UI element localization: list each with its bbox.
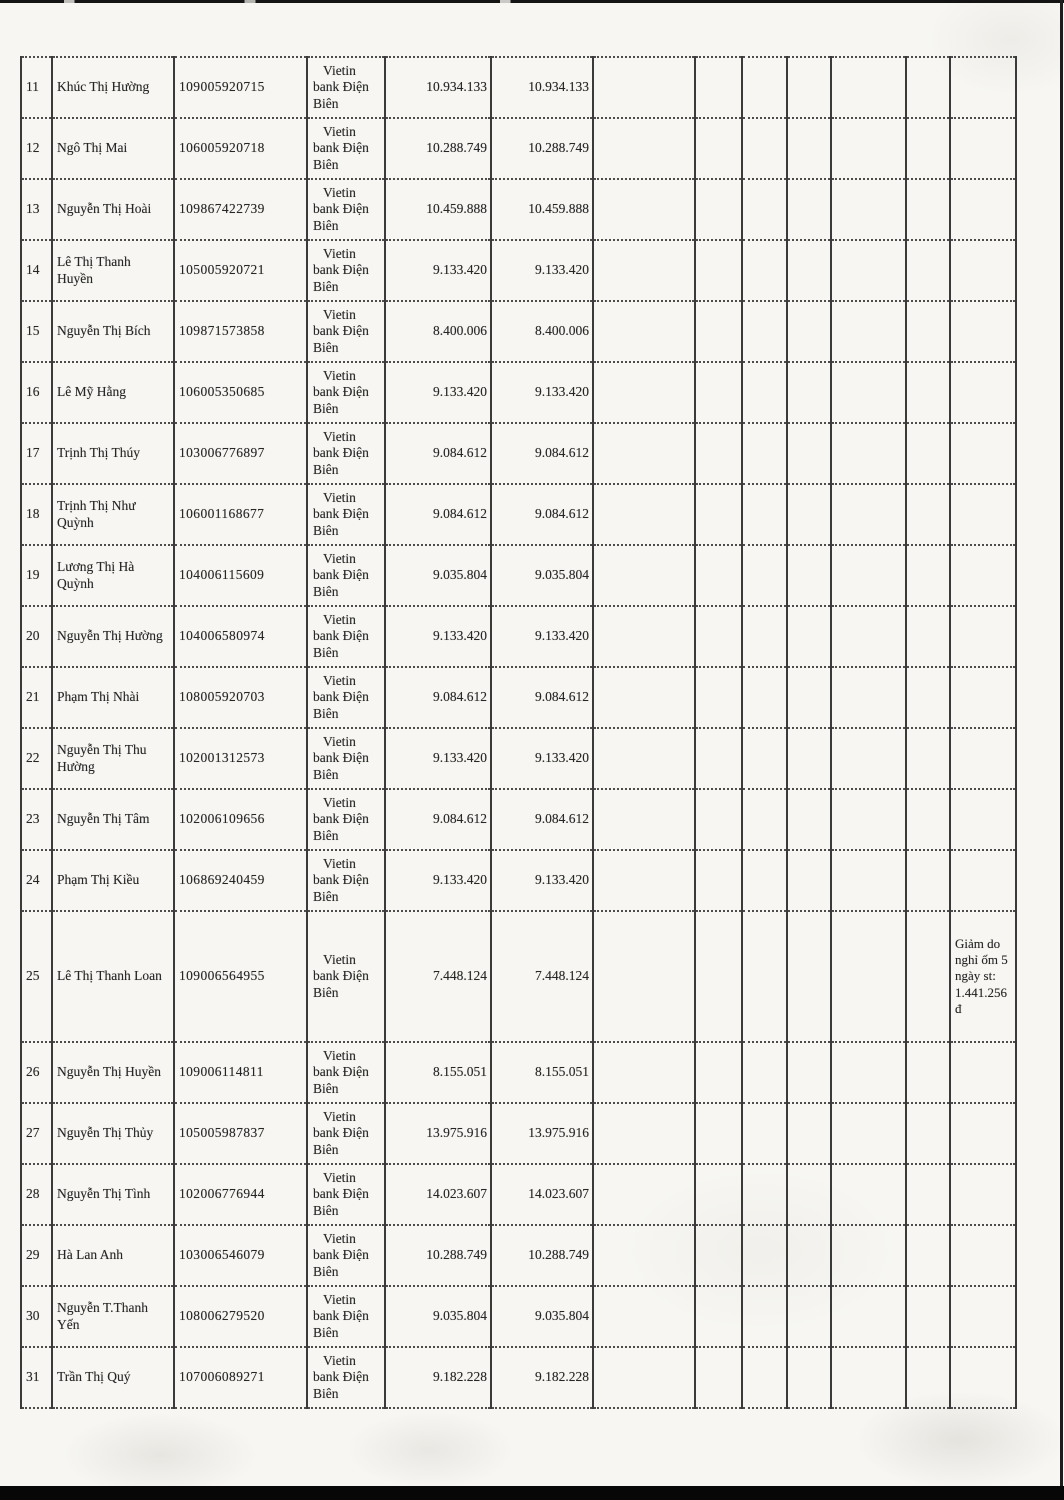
- cell-account-number: 106005350685: [174, 362, 307, 423]
- cell-empty-6: [906, 423, 950, 484]
- cell-amount-2: 9.084.612: [491, 423, 593, 484]
- cell-amount-2: 10.459.888: [491, 179, 593, 240]
- cell-note: [950, 1225, 1016, 1286]
- cell-amount-1: 9.084.612: [385, 484, 491, 545]
- table-row: [21, 1347, 1016, 1408]
- cell-empty-6: [906, 911, 950, 1042]
- cell-employee-name: Khúc Thị Hường: [52, 57, 174, 118]
- cell-amount-1: 9.182.228: [385, 1347, 491, 1408]
- cell-employee-name: Nguyễn Thị Bích: [52, 301, 174, 362]
- cell-amount-2: 10.288.749: [491, 118, 593, 179]
- cell-account-number: 109006114811: [174, 1042, 307, 1103]
- cell-bank-name: Vietin bank Điện Biên: [307, 1225, 385, 1286]
- cell-amount-2: 10.288.749: [491, 1225, 593, 1286]
- cell-empty-5: [831, 850, 906, 911]
- cell-empty-1: [593, 1042, 695, 1103]
- cell-employee-name: Lê Thị Thanh Huyền: [52, 240, 174, 301]
- cell-empty-5: [831, 728, 906, 789]
- cell-empty-5: [831, 301, 906, 362]
- cell-empty-6: [906, 179, 950, 240]
- cell-account-number: 103006546079: [174, 1225, 307, 1286]
- cell-empty-4: [787, 179, 831, 240]
- cell-empty-1: [593, 1286, 695, 1347]
- cell-amount-2: 9.084.612: [491, 667, 593, 728]
- table-row: [21, 1286, 1016, 1347]
- cell-empty-6: [906, 1225, 950, 1286]
- cell-amount-2: 9.133.420: [491, 362, 593, 423]
- cell-empty-4: [787, 1286, 831, 1347]
- cell-bank-name: Vietin bank Điện Biên: [307, 1042, 385, 1103]
- cell-amount-2: 9.035.804: [491, 1286, 593, 1347]
- cell-account-number: 108006279520: [174, 1286, 307, 1347]
- cell-empty-1: [593, 667, 695, 728]
- cell-account-number: 102006109656: [174, 789, 307, 850]
- cell-account-number: 109871573858: [174, 301, 307, 362]
- cell-account-number: 105005920721: [174, 240, 307, 301]
- cell-bank-name: Vietin bank Điện Biên: [307, 484, 385, 545]
- cell-empty-3: [742, 240, 787, 301]
- cell-empty-4: [787, 911, 831, 1042]
- cell-empty-4: [787, 667, 831, 728]
- cell-amount-1: 9.035.804: [385, 1286, 491, 1347]
- cell-bank-name: Vietin bank Điện Biên: [307, 667, 385, 728]
- cell-amount-1: 10.459.888: [385, 179, 491, 240]
- cell-note: [950, 362, 1016, 423]
- cell-empty-5: [831, 240, 906, 301]
- cell-row-number: 13: [21, 179, 52, 240]
- table-row: [21, 240, 1016, 301]
- cell-row-number: 15: [21, 301, 52, 362]
- cell-employee-name: Nguyễn Thị Hoài: [52, 179, 174, 240]
- cell-row-number: 19: [21, 545, 52, 606]
- cell-empty-4: [787, 545, 831, 606]
- cell-empty-5: [831, 789, 906, 850]
- cell-empty-1: [593, 789, 695, 850]
- cell-amount-1: 9.084.612: [385, 789, 491, 850]
- cell-row-number: 26: [21, 1042, 52, 1103]
- cell-empty-2: [695, 667, 742, 728]
- table-row: [21, 179, 1016, 240]
- table-row: [21, 850, 1016, 911]
- cell-empty-6: [906, 728, 950, 789]
- cell-empty-6: [906, 362, 950, 423]
- cell-empty-5: [831, 606, 906, 667]
- cell-amount-2: 7.448.124: [491, 911, 593, 1042]
- cell-empty-4: [787, 606, 831, 667]
- cell-note: [950, 850, 1016, 911]
- cell-empty-2: [695, 1103, 742, 1164]
- cell-empty-1: [593, 179, 695, 240]
- cell-amount-1: 10.934.133: [385, 57, 491, 118]
- cell-note: [950, 1042, 1016, 1103]
- cell-note: [950, 667, 1016, 728]
- cell-empty-5: [831, 484, 906, 545]
- cell-amount-2: 8.155.051: [491, 1042, 593, 1103]
- payroll-table: [20, 56, 1017, 1409]
- cell-bank-name: Vietin bank Điện Biên: [307, 850, 385, 911]
- cell-employee-name: Phạm Thị Nhài: [52, 667, 174, 728]
- table-row: [21, 1042, 1016, 1103]
- cell-empty-5: [831, 1286, 906, 1347]
- table-row: [21, 1164, 1016, 1225]
- cell-bank-name: Vietin bank Điện Biên: [307, 423, 385, 484]
- cell-empty-5: [831, 545, 906, 606]
- cell-empty-1: [593, 57, 695, 118]
- table-row: [21, 1103, 1016, 1164]
- cell-employee-name: Trịnh Thị Như Quỳnh: [52, 484, 174, 545]
- cell-empty-5: [831, 911, 906, 1042]
- cell-empty-5: [831, 118, 906, 179]
- cell-bank-name: Vietin bank Điện Biên: [307, 301, 385, 362]
- scan-bottom-bar: [0, 1486, 1064, 1500]
- cell-employee-name: Trần Thị Quý: [52, 1347, 174, 1408]
- cell-empty-4: [787, 789, 831, 850]
- cell-empty-1: [593, 1225, 695, 1286]
- cell-empty-1: [593, 1164, 695, 1225]
- cell-note: Giảm do nghỉ ốm 5 ngày st: 1.441.256đ: [950, 911, 1016, 1042]
- cell-account-number: 109006564955: [174, 911, 307, 1042]
- cell-account-number: 102006776944: [174, 1164, 307, 1225]
- cell-account-number: 109005920715: [174, 57, 307, 118]
- cell-empty-3: [742, 1103, 787, 1164]
- cell-empty-4: [787, 484, 831, 545]
- cell-employee-name: Lê Mỹ Hằng: [52, 362, 174, 423]
- cell-note: [950, 545, 1016, 606]
- cell-empty-4: [787, 118, 831, 179]
- cell-empty-6: [906, 301, 950, 362]
- cell-employee-name: Lương Thị Hà Quỳnh: [52, 545, 174, 606]
- cell-bank-name: Vietin bank Điện Biên: [307, 1286, 385, 1347]
- cell-empty-3: [742, 1286, 787, 1347]
- cell-empty-2: [695, 1225, 742, 1286]
- cell-empty-3: [742, 57, 787, 118]
- cell-amount-1: 7.448.124: [385, 911, 491, 1042]
- cell-amount-1: 9.133.420: [385, 606, 491, 667]
- cell-empty-4: [787, 362, 831, 423]
- cell-row-number: 16: [21, 362, 52, 423]
- cell-row-number: 30: [21, 1286, 52, 1347]
- cell-account-number: 104006580974: [174, 606, 307, 667]
- cell-amount-1: 14.023.607: [385, 1164, 491, 1225]
- table-row: [21, 57, 1016, 118]
- cell-account-number: 107006089271: [174, 1347, 307, 1408]
- cell-empty-6: [906, 57, 950, 118]
- cell-empty-1: [593, 240, 695, 301]
- table-row: [21, 362, 1016, 423]
- cell-empty-4: [787, 240, 831, 301]
- cell-note: [950, 57, 1016, 118]
- cell-amount-2: 9.035.804: [491, 545, 593, 606]
- cell-amount-1: 9.133.420: [385, 728, 491, 789]
- cell-account-number: 109867422739: [174, 179, 307, 240]
- cell-empty-1: [593, 545, 695, 606]
- cell-row-number: 12: [21, 118, 52, 179]
- cell-amount-2: 13.975.916: [491, 1103, 593, 1164]
- cell-empty-2: [695, 362, 742, 423]
- cell-amount-1: 8.400.006: [385, 301, 491, 362]
- cell-empty-6: [906, 1164, 950, 1225]
- cell-empty-2: [695, 240, 742, 301]
- scan-top-edge: [0, 0, 1064, 3]
- cell-empty-4: [787, 301, 831, 362]
- cell-empty-4: [787, 1164, 831, 1225]
- scan-right-edge: [1060, 0, 1063, 1500]
- table-row: [21, 484, 1016, 545]
- cell-empty-1: [593, 362, 695, 423]
- cell-bank-name: Vietin bank Điện Biên: [307, 1164, 385, 1225]
- cell-employee-name: Lê Thị Thanh Loan: [52, 911, 174, 1042]
- cell-row-number: 28: [21, 1164, 52, 1225]
- cell-empty-4: [787, 728, 831, 789]
- cell-empty-3: [742, 728, 787, 789]
- cell-bank-name: Vietin bank Điện Biên: [307, 179, 385, 240]
- cell-account-number: 102001312573: [174, 728, 307, 789]
- cell-empty-1: [593, 301, 695, 362]
- cell-employee-name: Ngô Thị Mai: [52, 118, 174, 179]
- cell-amount-2: 9.133.420: [491, 850, 593, 911]
- cell-amount-1: 9.084.612: [385, 423, 491, 484]
- cell-empty-3: [742, 179, 787, 240]
- cell-row-number: 27: [21, 1103, 52, 1164]
- cell-bank-name: Vietin bank Điện Biên: [307, 728, 385, 789]
- cell-row-number: 23: [21, 789, 52, 850]
- cell-empty-3: [742, 606, 787, 667]
- cell-employee-name: Nguyễn Thị Thủy: [52, 1103, 174, 1164]
- cell-row-number: 11: [21, 57, 52, 118]
- cell-empty-2: [695, 179, 742, 240]
- cell-bank-name: Vietin bank Điện Biên: [307, 118, 385, 179]
- cell-amount-1: 10.288.749: [385, 1225, 491, 1286]
- cell-empty-3: [742, 118, 787, 179]
- cell-amount-2: 9.133.420: [491, 728, 593, 789]
- cell-bank-name: Vietin bank Điện Biên: [307, 545, 385, 606]
- cell-note: [950, 423, 1016, 484]
- table-row: [21, 911, 1016, 1042]
- cell-empty-4: [787, 57, 831, 118]
- cell-row-number: 25: [21, 911, 52, 1042]
- cell-empty-2: [695, 1347, 742, 1408]
- cell-empty-5: [831, 57, 906, 118]
- cell-note: [950, 606, 1016, 667]
- cell-bank-name: Vietin bank Điện Biên: [307, 606, 385, 667]
- cell-row-number: 31: [21, 1347, 52, 1408]
- table-row: [21, 301, 1016, 362]
- cell-account-number: 105005987837: [174, 1103, 307, 1164]
- cell-row-number: 22: [21, 728, 52, 789]
- cell-amount-2: 9.133.420: [491, 606, 593, 667]
- cell-empty-6: [906, 118, 950, 179]
- cell-amount-1: 9.133.420: [385, 850, 491, 911]
- cell-bank-name: Vietin bank Điện Biên: [307, 57, 385, 118]
- cell-employee-name: Phạm Thị Kiều: [52, 850, 174, 911]
- cell-empty-4: [787, 423, 831, 484]
- cell-amount-1: 8.155.051: [385, 1042, 491, 1103]
- cell-note: [950, 118, 1016, 179]
- payroll-table-body: [21, 57, 1016, 1408]
- cell-employee-name: Nguyễn Thị Tình: [52, 1164, 174, 1225]
- cell-employee-name: Hà Lan Anh: [52, 1225, 174, 1286]
- table-row: [21, 728, 1016, 789]
- cell-empty-2: [695, 911, 742, 1042]
- cell-empty-2: [695, 1042, 742, 1103]
- cell-empty-6: [906, 545, 950, 606]
- cell-empty-6: [906, 484, 950, 545]
- cell-empty-2: [695, 606, 742, 667]
- cell-empty-5: [831, 1042, 906, 1103]
- cell-empty-2: [695, 423, 742, 484]
- cell-amount-2: 14.023.607: [491, 1164, 593, 1225]
- cell-empty-4: [787, 1103, 831, 1164]
- cell-account-number: 106869240459: [174, 850, 307, 911]
- cell-note: [950, 484, 1016, 545]
- cell-empty-5: [831, 1347, 906, 1408]
- cell-row-number: 14: [21, 240, 52, 301]
- cell-empty-6: [906, 667, 950, 728]
- cell-note: [950, 728, 1016, 789]
- cell-row-number: 17: [21, 423, 52, 484]
- cell-note: [950, 179, 1016, 240]
- cell-amount-2: 9.084.612: [491, 484, 593, 545]
- cell-amount-2: 10.934.133: [491, 57, 593, 118]
- cell-empty-3: [742, 301, 787, 362]
- cell-empty-2: [695, 301, 742, 362]
- cell-amount-1: 9.035.804: [385, 545, 491, 606]
- cell-empty-1: [593, 850, 695, 911]
- cell-empty-6: [906, 1286, 950, 1347]
- table-row: [21, 1225, 1016, 1286]
- cell-empty-6: [906, 1103, 950, 1164]
- cell-empty-2: [695, 57, 742, 118]
- cell-empty-3: [742, 667, 787, 728]
- cell-note: [950, 1164, 1016, 1225]
- cell-empty-3: [742, 1164, 787, 1225]
- cell-note: [950, 240, 1016, 301]
- cell-employee-name: Nguyễn Thị Thu Hường: [52, 728, 174, 789]
- cell-row-number: 29: [21, 1225, 52, 1286]
- cell-empty-1: [593, 1103, 695, 1164]
- cell-empty-2: [695, 545, 742, 606]
- cell-empty-3: [742, 484, 787, 545]
- cell-employee-name: Nguyễn Thị Huyền: [52, 1042, 174, 1103]
- cell-bank-name: Vietin bank Điện Biên: [307, 240, 385, 301]
- cell-amount-2: 9.133.420: [491, 240, 593, 301]
- cell-empty-4: [787, 1042, 831, 1103]
- cell-bank-name: Vietin bank Điện Biên: [307, 911, 385, 1042]
- cell-amount-2: 8.400.006: [491, 301, 593, 362]
- cell-empty-3: [742, 423, 787, 484]
- cell-account-number: 108005920703: [174, 667, 307, 728]
- cell-amount-1: 9.133.420: [385, 240, 491, 301]
- table-row: [21, 545, 1016, 606]
- cell-empty-2: [695, 850, 742, 911]
- cell-note: [950, 789, 1016, 850]
- cell-empty-1: [593, 606, 695, 667]
- cell-bank-name: Vietin bank Điện Biên: [307, 789, 385, 850]
- cell-employee-name: Nguyễn T.Thanh Yến: [52, 1286, 174, 1347]
- cell-empty-2: [695, 728, 742, 789]
- cell-note: [950, 1286, 1016, 1347]
- cell-empty-3: [742, 545, 787, 606]
- cell-empty-1: [593, 423, 695, 484]
- cell-account-number: 103006776897: [174, 423, 307, 484]
- cell-bank-name: Vietin bank Điện Biên: [307, 1103, 385, 1164]
- cell-row-number: 20: [21, 606, 52, 667]
- cell-bank-name: Vietin bank Điện Biên: [307, 362, 385, 423]
- cell-empty-4: [787, 1225, 831, 1286]
- cell-note: [950, 301, 1016, 362]
- cell-empty-2: [695, 118, 742, 179]
- cell-empty-1: [593, 1347, 695, 1408]
- cell-bank-name: Vietin bank Điện Biên: [307, 1347, 385, 1408]
- cell-empty-6: [906, 1042, 950, 1103]
- cell-amount-2: 9.182.228: [491, 1347, 593, 1408]
- cell-account-number: 106001168677: [174, 484, 307, 545]
- cell-empty-1: [593, 484, 695, 545]
- cell-note: [950, 1103, 1016, 1164]
- cell-row-number: 24: [21, 850, 52, 911]
- cell-empty-5: [831, 423, 906, 484]
- cell-amount-1: 13.975.916: [385, 1103, 491, 1164]
- cell-empty-3: [742, 911, 787, 1042]
- cell-empty-2: [695, 1286, 742, 1347]
- cell-empty-5: [831, 362, 906, 423]
- cell-empty-4: [787, 1347, 831, 1408]
- cell-amount-1: 9.084.612: [385, 667, 491, 728]
- cell-amount-2: 9.084.612: [491, 789, 593, 850]
- cell-row-number: 21: [21, 667, 52, 728]
- cell-empty-1: [593, 118, 695, 179]
- cell-empty-6: [906, 789, 950, 850]
- cell-empty-5: [831, 179, 906, 240]
- cell-empty-6: [906, 850, 950, 911]
- cell-empty-3: [742, 1225, 787, 1286]
- cell-amount-1: 9.133.420: [385, 362, 491, 423]
- cell-empty-5: [831, 1164, 906, 1225]
- cell-empty-3: [742, 850, 787, 911]
- cell-row-number: 18: [21, 484, 52, 545]
- cell-employee-name: Nguyễn Thị Hường: [52, 606, 174, 667]
- cell-empty-2: [695, 1164, 742, 1225]
- table-row: [21, 118, 1016, 179]
- cell-empty-2: [695, 484, 742, 545]
- cell-empty-6: [906, 1347, 950, 1408]
- cell-empty-3: [742, 1347, 787, 1408]
- cell-empty-2: [695, 789, 742, 850]
- cell-empty-6: [906, 606, 950, 667]
- cell-amount-1: 10.288.749: [385, 118, 491, 179]
- cell-empty-1: [593, 728, 695, 789]
- cell-empty-6: [906, 240, 950, 301]
- cell-account-number: 106005920718: [174, 118, 307, 179]
- cell-empty-3: [742, 789, 787, 850]
- cell-employee-name: Nguyễn Thị Tâm: [52, 789, 174, 850]
- cell-empty-5: [831, 1103, 906, 1164]
- table-row: [21, 606, 1016, 667]
- cell-empty-1: [593, 911, 695, 1042]
- cell-empty-3: [742, 362, 787, 423]
- cell-empty-5: [831, 1225, 906, 1286]
- cell-empty-4: [787, 850, 831, 911]
- table-row: [21, 789, 1016, 850]
- cell-note: [950, 1347, 1016, 1408]
- cell-empty-3: [742, 1042, 787, 1103]
- table-row: [21, 423, 1016, 484]
- cell-employee-name: Trịnh Thị Thúy: [52, 423, 174, 484]
- cell-account-number: 104006115609: [174, 545, 307, 606]
- table-row: [21, 667, 1016, 728]
- cell-empty-5: [831, 667, 906, 728]
